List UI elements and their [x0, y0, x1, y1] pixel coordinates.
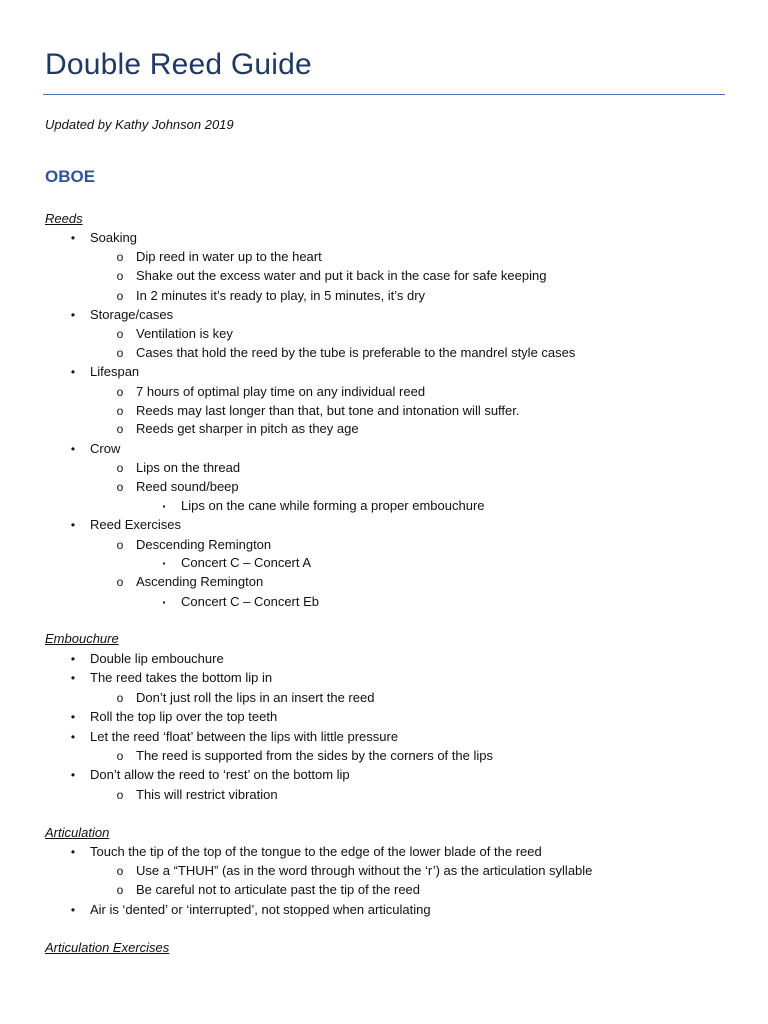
circle-marker: o — [116, 289, 124, 303]
square-marker: ▪ — [162, 502, 166, 511]
section-heading-oboe: OBOE — [45, 167, 96, 186]
circle-marker: o — [116, 269, 124, 283]
list-item — [116, 863, 593, 879]
circle-marker: o — [116, 864, 124, 878]
updated-byline: Updated by Kathy Johnson 2019 — [45, 117, 234, 132]
list-item — [116, 537, 272, 553]
list-item-text: Shake out the excess water and put it back in the case for safe keeping — [136, 268, 547, 283]
list-item-text: Crow — [90, 441, 121, 456]
list-item-text: Double lip embouchure — [90, 651, 224, 666]
circle-marker: o — [116, 883, 124, 897]
list-item — [70, 670, 273, 686]
list-item-text: Dip reed in water up to the heart — [136, 249, 322, 264]
bullet-marker: • — [70, 231, 76, 245]
list-item — [116, 882, 421, 898]
bullet-marker: • — [70, 308, 76, 322]
list-item-text: Don’t just roll the lips in an insert the reed — [136, 690, 375, 705]
list-item-text: Soaking — [90, 230, 137, 245]
list-item — [116, 326, 233, 342]
list-item-text: Concert C – Concert Eb — [181, 594, 320, 609]
list-item-text: Don’t allow the reed to ‘rest’ on the bottom lip — [90, 767, 350, 782]
circle-marker: o — [116, 691, 124, 705]
circle-marker: o — [116, 461, 124, 475]
circle-marker: o — [116, 749, 124, 763]
list-item-text: 7 hours of optimal play time on any individual reed — [136, 384, 426, 399]
list-item-text: Concert C – Concert A — [181, 555, 312, 570]
list-item — [70, 517, 182, 533]
list-item — [116, 345, 576, 361]
list-item-text: Roll the top lip over the top teeth — [90, 709, 278, 724]
list-item-text: Touch the tip of the top of the tongue to the edge of the lower blade of the reed — [90, 844, 542, 859]
list-item-text: Reed sound/beep — [136, 479, 239, 494]
list-item — [116, 479, 239, 495]
list-item-text: Lifespan — [90, 364, 140, 379]
subheading-articulation: Articulation — [45, 825, 110, 840]
list-item-text: Ascending Remington — [136, 574, 264, 589]
list-item-text: Air is ‘dented’ or ‘interrupted’, not stopped when articulating — [90, 902, 431, 917]
list-item — [70, 767, 350, 783]
bullet-marker: • — [70, 652, 76, 666]
list-item-text: Let the reed ‘float’ between the lips with little pressure — [90, 729, 399, 744]
subheading-embouchure: Embouchure — [45, 631, 119, 646]
document-title: Double Reed Guide — [45, 48, 312, 81]
list-item — [116, 268, 547, 284]
title-underline — [43, 94, 725, 95]
list-item-text: The reed takes the bottom lip in — [90, 670, 273, 685]
circle-marker: o — [116, 250, 124, 264]
bullet-marker: • — [70, 442, 76, 456]
bullet-marker: • — [70, 671, 76, 685]
circle-marker: o — [116, 346, 124, 360]
bullet-marker: • — [70, 845, 76, 859]
list-item — [116, 748, 493, 764]
square-marker: ▪ — [162, 598, 166, 607]
list-item — [70, 230, 137, 246]
list-item — [116, 460, 241, 476]
circle-marker: o — [116, 422, 124, 436]
circle-marker: o — [116, 404, 124, 418]
list-item-text: Cases that hold the reed by the tube is preferable to the mandrel style cases — [136, 345, 576, 360]
list-item-text: Be careful not to articulate past the tip of the reed — [136, 882, 421, 897]
list-item-text: Storage/cases — [90, 307, 174, 322]
bullet-marker: • — [70, 768, 76, 782]
list-item — [116, 384, 426, 400]
list-item — [162, 594, 320, 610]
list-item — [116, 421, 359, 437]
circle-marker: o — [116, 788, 124, 802]
list-item-text: Reeds may last longer than that, but tone and intonation will suffer. — [136, 403, 520, 418]
list-item-text: The reed is supported from the sides by the corners of the lips — [136, 748, 493, 763]
subheading-reeds: Reeds — [45, 211, 83, 226]
list-item-text: Reeds get sharper in pitch as they age — [136, 421, 359, 436]
list-item-text: Lips on the thread — [136, 460, 241, 475]
list-item — [70, 307, 174, 323]
circle-marker: o — [116, 575, 124, 589]
bullet-marker: • — [70, 710, 76, 724]
square-marker: ▪ — [162, 559, 166, 568]
list-item-text: Lips on the cane while forming a proper embouchure — [181, 498, 485, 513]
bullet-marker: • — [70, 903, 76, 917]
list-item — [70, 844, 542, 860]
list-item — [162, 555, 312, 571]
bullet-marker: • — [70, 365, 76, 379]
circle-marker: o — [116, 480, 124, 494]
list-item — [70, 729, 399, 745]
list-item — [70, 441, 121, 457]
list-item — [70, 902, 431, 918]
list-item — [70, 364, 140, 380]
list-item — [116, 403, 520, 419]
list-item — [116, 574, 264, 590]
circle-marker: o — [116, 385, 124, 399]
list-item-text: In 2 minutes it’s ready to play, in 5 minutes, it’s dry — [136, 288, 426, 303]
list-item — [70, 651, 224, 667]
list-item-text: Ventilation is key — [136, 326, 233, 341]
list-item — [116, 787, 278, 803]
list-item-text: This will restrict vibration — [136, 787, 278, 802]
list-item-text: Reed Exercises — [90, 517, 182, 532]
subheading-articulation-exercises: Articulation Exercises — [45, 940, 170, 955]
list-item — [116, 249, 322, 265]
list-item — [116, 288, 426, 304]
list-item — [162, 498, 485, 514]
list-item-text: Descending Remington — [136, 537, 272, 552]
list-item — [116, 690, 375, 706]
bullet-marker: • — [70, 518, 76, 532]
list-item-text: Use a “THUH” (as in the word through without the ‘r’) as the articulation syllable — [136, 863, 593, 878]
bullet-marker: • — [70, 730, 76, 744]
circle-marker: o — [116, 327, 124, 341]
circle-marker: o — [116, 538, 124, 552]
list-item — [70, 709, 278, 725]
